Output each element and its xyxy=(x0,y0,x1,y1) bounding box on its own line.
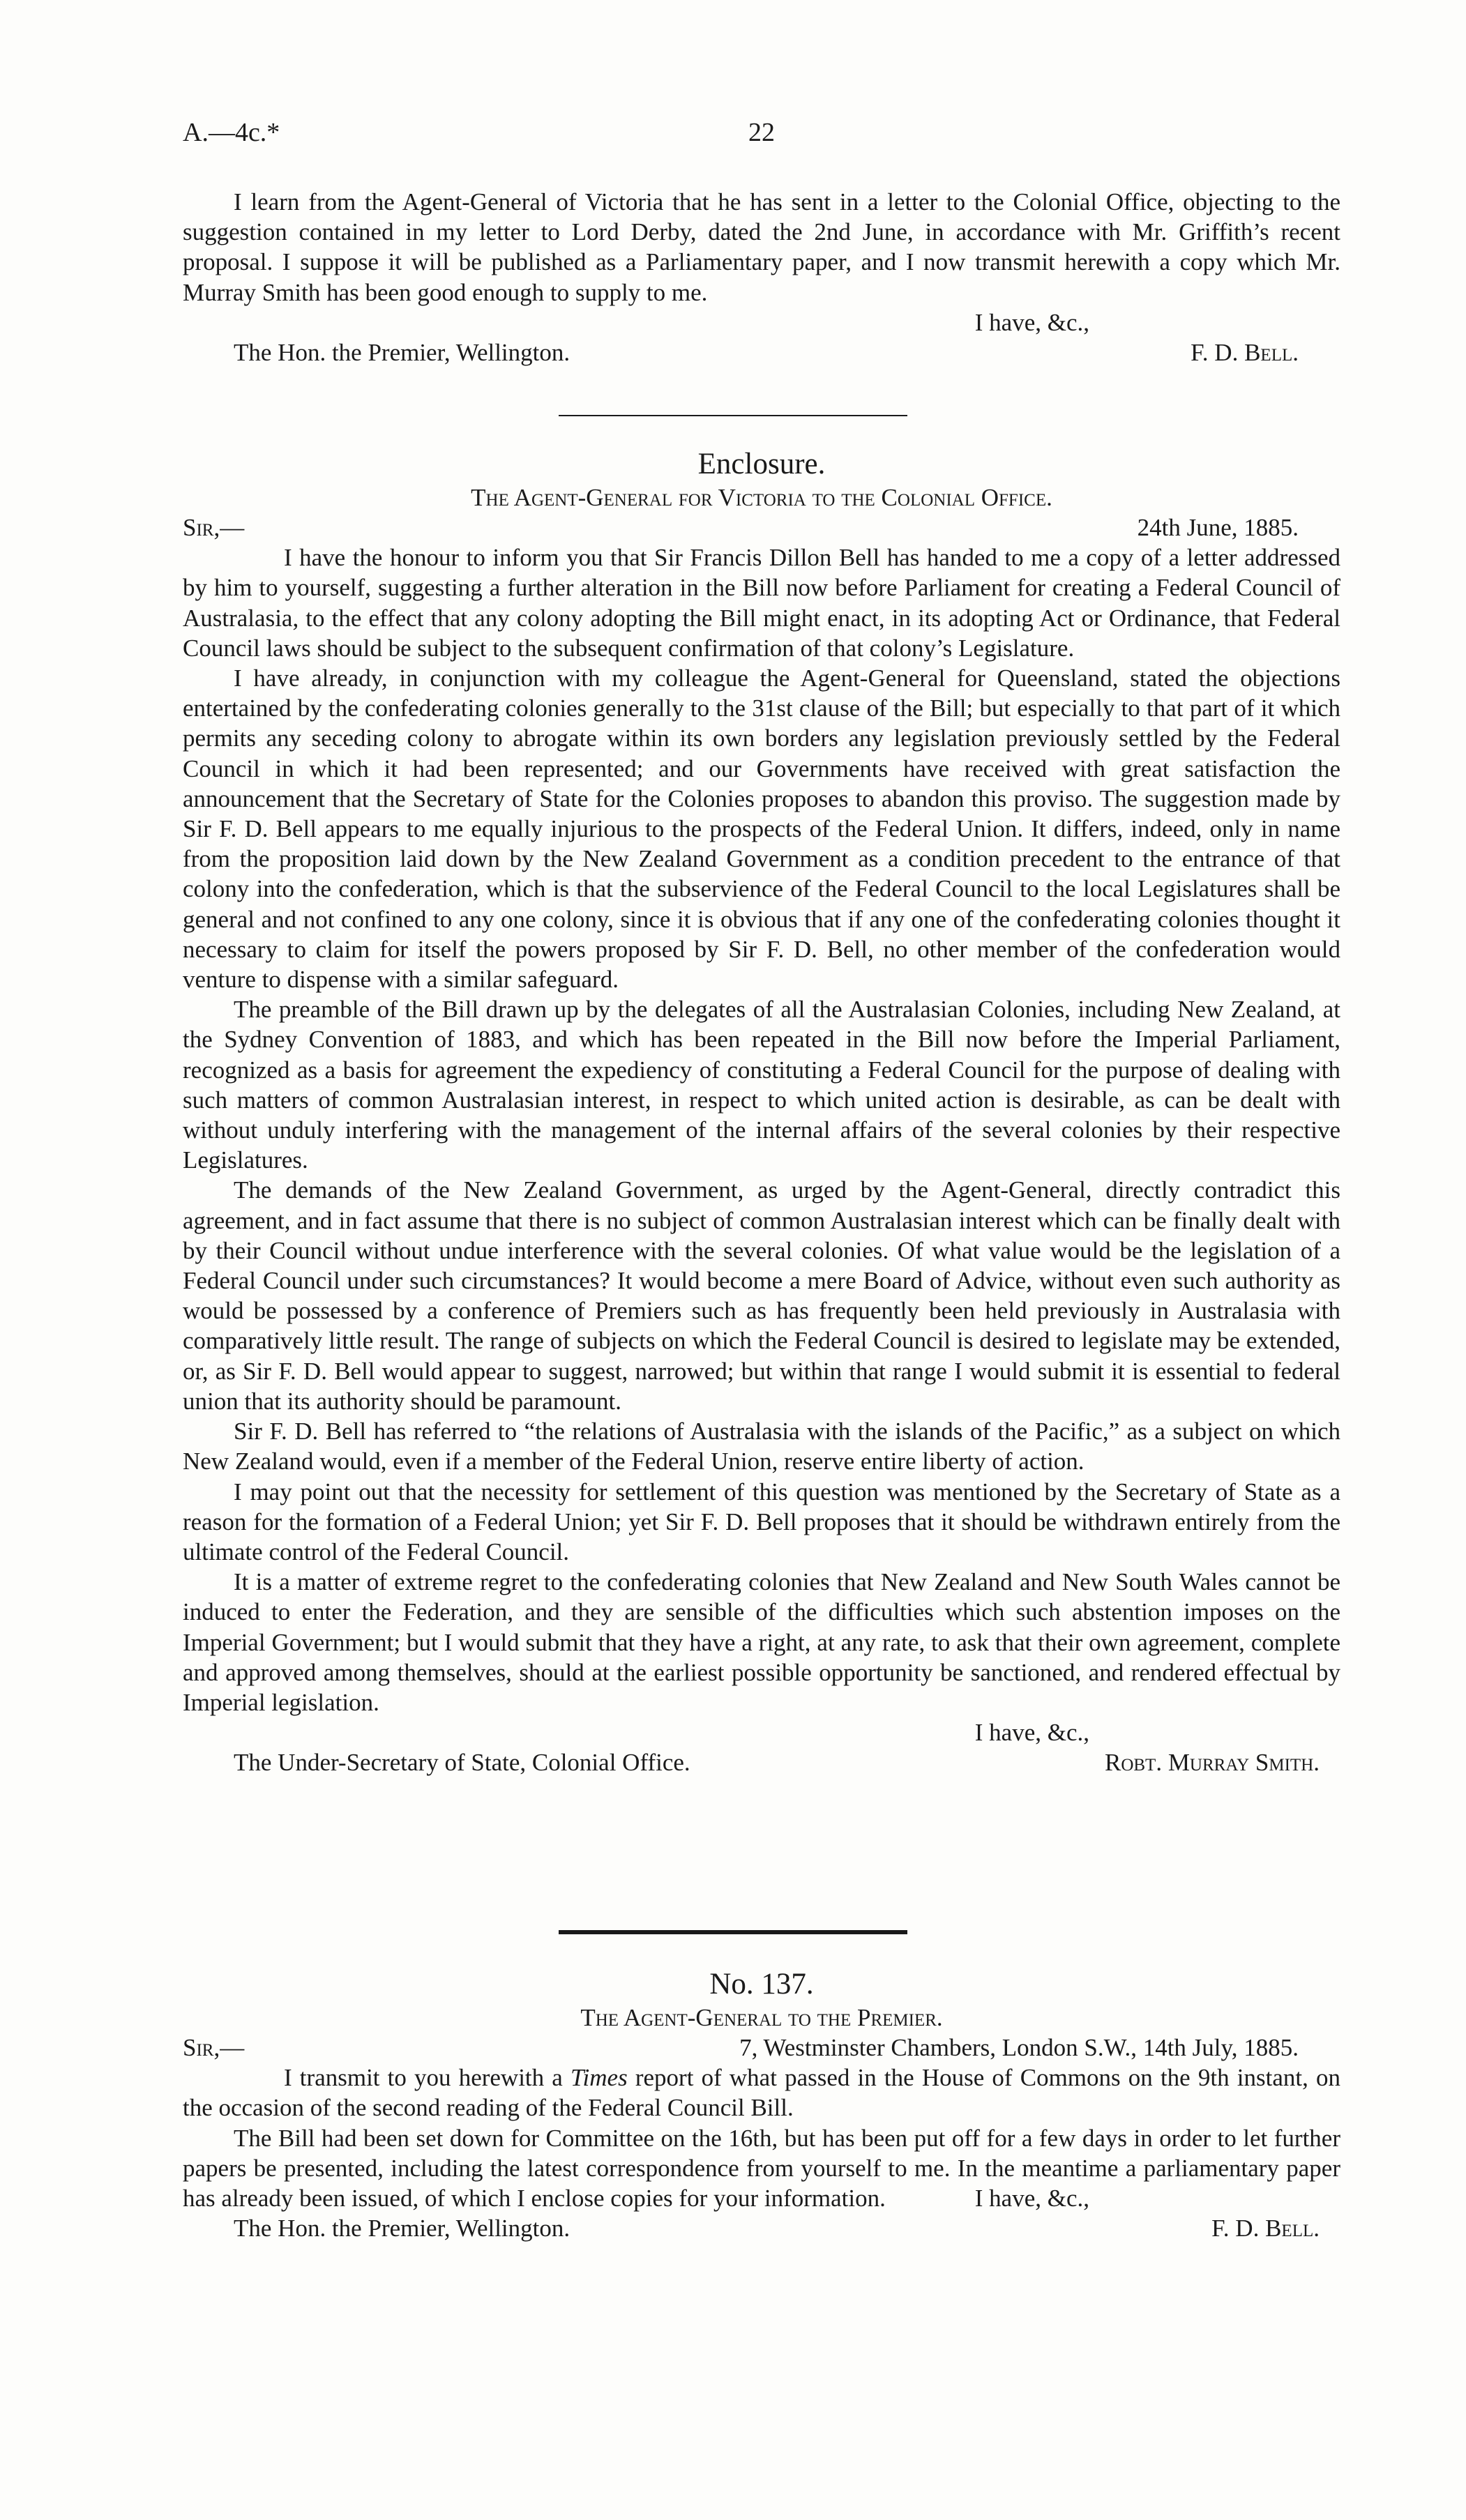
document-reference: A.—4c.* xyxy=(183,118,280,147)
page-number: 22 xyxy=(748,118,775,147)
enclosure-signature: Robt. Murray Smith. xyxy=(1104,1749,1320,1777)
letter-137-paragraph: The Bill had been set down for Committee on the 16th, but has been put off for a few days in order to let further papers be presented, including the latest correspondence from yourself to me. In the meantime a parliamentary paper has already been issued, of which I enclose copies for your information. xyxy=(183,2124,1340,2212)
enclosure-closing: I have, &c., xyxy=(974,1719,1089,1747)
enclosure-paragraph: I have already, in conjunction with my colleague the Agent-General for Queensland, stated the objections entertained by the confederating colonies generally to the 31st clause of the Bill; but especially to that part of it which permits any seceding colony to abrogate within its own borders any legislation previously settled by the Federal Council in which it had been represented; and our Governments have received with great satisfaction the announcement that the Secretary of State for the Colonies proposes to abandon this proviso. The suggestion made by Sir F. D. Bell appears to me equally injurious to the prospects of the Federal Union. It differs, indeed, only in name from the proposition laid down by the New Zealand Government as a condition precedent to the entrance of that colony into the confederation, which is that the subservience of the Federal Council to the local Legislatures shall be general and not confined to any one colony, since it is obvious that if any one of the confederating colonies thought it necessary to claim for itself the powers proposed by Sir F. D. Bell, no other member of the confederation would venture to dispense with a similar safeguard. xyxy=(183,665,1340,994)
page-header xyxy=(183,117,1340,159)
enclosure-date: 24th June, 1885. xyxy=(1137,514,1299,541)
top-letter xyxy=(183,187,1340,367)
enclosure-salutation-line xyxy=(183,513,1340,542)
thick-section-divider xyxy=(559,1930,907,1934)
letter-137-addressee: The Hon. the Premier, Wellington. xyxy=(234,2215,570,2242)
letter-137-title: No. 137. xyxy=(709,1968,814,2001)
letter-137-address-date: 7, Westminster Chambers, London S.W., 14th July, 1885. xyxy=(739,2034,1299,2061)
enclosure-paragraph: I have the honour to inform you that Sir Francis Dillon Bell has handed to me a copy of a letter addressed by him to yourself, suggesting a further alteration in the Bill now before Parliament for creating a Federal Council of Australasia, to the effect that any colony adopting the Bill might enact, in its adopting Act or Ordinance, that Federal Council laws should be subject to the subsequent confirmation of that colony’s Legislature. xyxy=(183,544,1340,662)
enclosure-salutation: Sir,— xyxy=(183,514,245,541)
enclosure-addressee: The Under-Secretary of State, Colonial Office. xyxy=(234,1749,690,1777)
top-letter-closing: I have, &c., xyxy=(974,308,1089,336)
letter-137-paragraph: I transmit to you herewith a Times report of what passed in the House of Commons on the 9th instant, on the occasion of the second reading of the Federal Council Bill. xyxy=(183,2064,1340,2122)
top-letter-paragraph: I learn from the Agent-General of Victoria that he has sent in a letter to the Colonial Office, objecting to the suggestion contained in my letter to Lord Derby, dated the 2nd June, in accordance with Mr. Griffith’s recent proposal. I suppose it will be published as a Parliamentary paper, and I now transmit herewith a copy which Mr. Murray Smith has been good enough to supply to me. xyxy=(183,188,1340,306)
enclosure-section xyxy=(183,446,1340,1778)
letter-no-137 xyxy=(183,1966,1340,2244)
letter-137-subtitle: The Agent-General to the Premier. xyxy=(580,2004,943,2031)
enclosure-paragraph: The preamble of the Bill drawn up by the delegates of all the Australasian Colonies, including New Zealand, at the Sydney Convention of 1883, and which has been repeated in the Bill now before the Imperial Parliament, recognized as a basis for agreement the expediency of constituting a Federal Council for the purpose of dealing with such matters of common Australasian interest, in respect to which united action is desirable, as can be dealt with without unduly interfering with the management of the internal affairs of the several colonies by their respective Legislatures. xyxy=(183,996,1340,1174)
newspaper-title: Times xyxy=(570,2064,628,2092)
top-letter-signature: F. D. Bell. xyxy=(1191,339,1299,367)
letter-137-closing: I have, &c., xyxy=(974,2185,1089,2212)
letter-137-signature: F. D. Bell. xyxy=(1211,2215,1320,2242)
letter-137-salutation-line xyxy=(183,2033,1340,2063)
enclosure-paragraph: Sir F. D. Bell has referred to “the relations of Australasia with the islands of the Pacific,” as a subject on which New Zealand would, even if a member of the Federal Union, reserve entire liberty of action. xyxy=(183,1418,1340,1475)
enclosure-subtitle: The Agent-General for Victoria to the Colonial Office. xyxy=(471,484,1052,511)
enclosure-paragraph: I may point out that the necessity for settlement of this question was mentioned by the Secretary of State as a reason for the formation of a Federal Union; yet Sir F. D. Bell proposes that it should be withdrawn entirely from the ultimate control of the Federal Council. xyxy=(183,1478,1340,1565)
letter-137-salutation: Sir,— xyxy=(183,2034,245,2061)
top-letter-signature-line xyxy=(183,337,1340,367)
enclosure-signature-line xyxy=(183,1747,1340,1777)
letter-137-signature-line xyxy=(183,2213,1340,2243)
enclosure-paragraph: It is a matter of extreme regret to the confederating colonies that New Zealand and New South Wales cannot be induced to enter the Federation, and they are sensible of the difficulties which such abstention imposes on the Imperial Government; but I would submit that they have a right, at any rate, to ask that their own agreement, complete and approved among themselves, should at the earliest possible opportunity be sanctioned, and rendered effectual by Imperial legislation. xyxy=(183,1568,1340,1716)
top-letter-addressee: The Hon. the Premier, Wellington. xyxy=(234,339,570,367)
section-divider xyxy=(559,415,907,416)
enclosure-paragraph: The demands of the New Zealand Government, as urged by the Agent-General, directly contradict this agreement, and in fact assume that there is no subject of common Australasian interest which can be finally dealt with by their Council without undue interference with the several colonies. Of what value would be the legislation of a Federal Council under such circumstances? It would become a mere Board of Advice, without even such authority as would be possessed by a conference of Premiers such as has frequently been held previously in Australasia with comparatively little result. The range of subjects on which the Federal Council is desired to legislate may be extended, or, as Sir F. D. Bell would appear to suggest, narrowed; but within that range I would submit it is essential to federal union that its authority should be paramount. xyxy=(183,1176,1340,1415)
enclosure-title: Enclosure. xyxy=(697,448,826,480)
